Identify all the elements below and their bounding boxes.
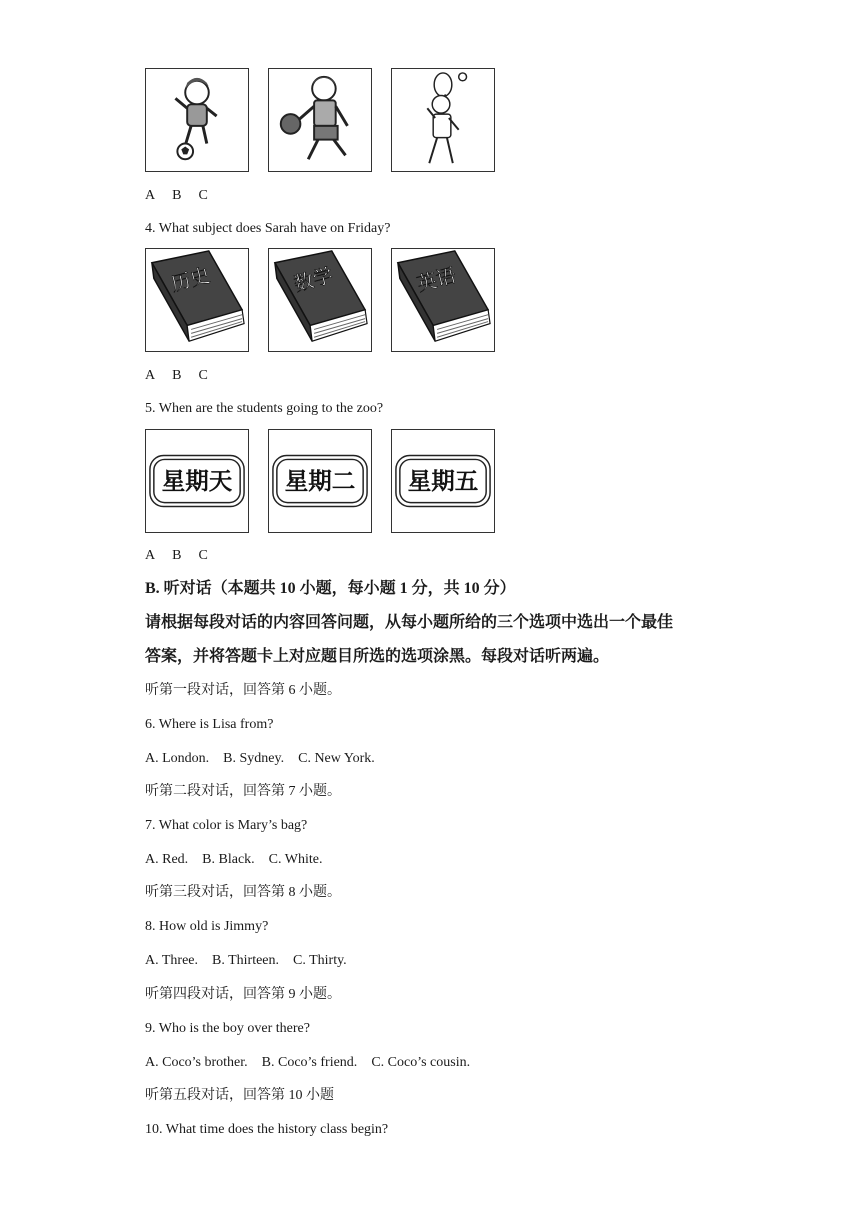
option-b-basketball-picture xyxy=(268,68,372,172)
question-9: 9. Who is the boy over there? xyxy=(145,1021,310,1036)
sign-text-sunday: 星期天 xyxy=(161,466,233,495)
option-label-a: A xyxy=(145,188,156,203)
question-10: 10. What time does the history class begin? xyxy=(145,1122,389,1137)
sign-text-friday: 星期五 xyxy=(407,466,479,495)
choices-7 xyxy=(145,851,322,869)
question-6: 6. Where is Lisa from? xyxy=(145,717,274,732)
option-c-tennis-picture xyxy=(391,68,495,172)
option-label-c: C xyxy=(198,368,208,383)
option-c-sign-picture xyxy=(391,429,495,533)
book-title-math: 数学 xyxy=(291,263,336,297)
book-title-history: 历史 xyxy=(168,263,213,297)
choice-b: B. Thirteen. xyxy=(212,953,280,968)
question-8: 8. How old is Jimmy? xyxy=(145,919,269,934)
question-4: 4. What subject does Sarah have on Friday? xyxy=(145,221,391,236)
dialogue-prompt-8: 听第三段对话，回答第 8 小题。 xyxy=(145,885,341,900)
book-title-english: 英语 xyxy=(414,263,459,297)
dialogue-prompt-7: 听第二段对话，回答第 7 小题。 xyxy=(145,784,341,799)
choice-a: A. Red. xyxy=(145,852,189,867)
option-label-b: B xyxy=(172,188,182,203)
choice-b: B. Coco’s friend. xyxy=(261,1055,358,1070)
book-icon xyxy=(152,251,244,341)
choice-c: C. White. xyxy=(268,852,323,867)
question-7: 7. What color is Mary’s bag? xyxy=(145,818,308,833)
option-label-b: B xyxy=(172,548,182,563)
choice-a: A. Coco’s brother. xyxy=(145,1055,248,1070)
choice-c: C. Thirty. xyxy=(293,953,347,968)
option-b-book-picture xyxy=(268,248,372,352)
option-a-book-picture xyxy=(145,248,249,352)
section-b-instruction-line1: 请根据每段对话的内容回答问题，从每小题所给的三个选项中选出一个最佳 xyxy=(145,614,674,631)
option-label-a: A xyxy=(145,368,156,383)
dialogue-prompt-9: 听第四段对话，回答第 9 小题。 xyxy=(145,987,341,1002)
boy-playing-tennis-icon xyxy=(392,69,494,171)
choice-c: C. Coco’s cousin. xyxy=(371,1055,471,1070)
choice-b: B. Sydney. xyxy=(223,751,285,766)
choice-b: B. Black. xyxy=(202,852,255,867)
choice-a: A. London. xyxy=(145,751,210,766)
sign-text-tuesday: 星期二 xyxy=(284,466,356,495)
option-a-sign-picture xyxy=(145,429,249,533)
q5-options xyxy=(145,547,225,565)
option-c-book-picture xyxy=(391,248,495,352)
choices-6 xyxy=(145,750,375,768)
choice-a: A. Three. xyxy=(145,953,198,968)
option-a-soccer-picture xyxy=(145,68,249,172)
boy-kicking-soccer-ball-icon xyxy=(146,69,248,171)
dialogue-prompt-10: 听第五段对话，回答第 10 小题 xyxy=(145,1088,334,1103)
choices-9 xyxy=(145,1054,470,1072)
choice-c: C. New York. xyxy=(298,751,375,766)
choices-8 xyxy=(145,952,347,970)
book-icon xyxy=(275,251,367,341)
option-label-a: A xyxy=(145,548,156,563)
q3-options xyxy=(145,187,225,205)
boy-dribbling-basketball-icon xyxy=(269,69,371,171)
section-b-title: B. 听对话（本题共 10 小题，每小题 1 分，共 10 分） xyxy=(145,580,516,597)
option-label-b: B xyxy=(172,368,182,383)
option-label-c: C xyxy=(198,548,208,563)
section-b-instruction-line2: 答案，并将答题卡上对应题目所选的选项涂黑。每段对话听两遍。 xyxy=(145,648,610,665)
option-b-sign-picture xyxy=(268,429,372,533)
question-5: 5. When are the students going to the zoo? xyxy=(145,401,384,416)
book-icon xyxy=(398,251,490,341)
q4-options xyxy=(145,367,225,385)
option-label-c: C xyxy=(198,188,208,203)
dialogue-prompt-6: 听第一段对话，回答第 6 小题。 xyxy=(145,683,341,698)
